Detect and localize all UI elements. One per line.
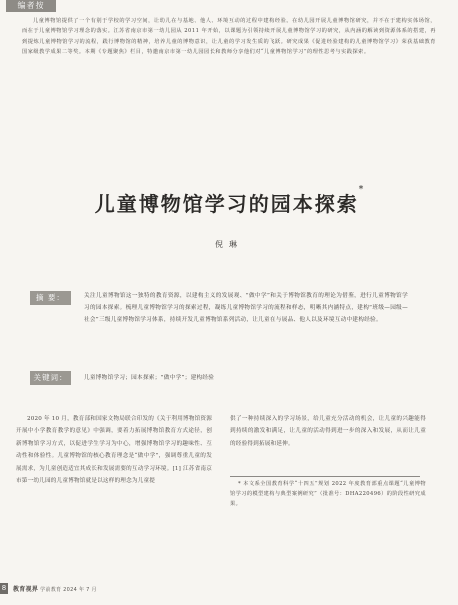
body-paragraph: 2020 年 10 月，教育部和国家文物局联合印发的《关于利用博物馆资源开展中小学教育教学的意见》中强调，要着力拓展博物馆教育方式途径，创新博物馆学习方式，以促进学生学习为中心，增强博物馆学习的趣味性、互动性和体验性。儿童博物馆的核心教育理念是“做中学”，强调尊重儿童的发展需求，为儿童创造适宜其成长和发展需要的互动学习环境。[1] 江苏省南京市第一幼儿园的儿童博物馆就是以这样的理念为儿童提 [16,416,212,485]
body-column-right [230,413,426,450]
keywords-label: 关键词： [30,371,71,385]
article-title-text: 儿童博物馆学习的园本探索 [94,192,359,216]
keywords-text: 儿童博物馆学习；园本探索；“做中学”；建构经验 [84,375,215,381]
footnote: * 本文系全国教育科学“十四五”规划 2022 年度教育部重点课题“儿童博物馆学习的模型建构与典型案例研究”（批准号：DHA220496）的阶段性研究成果。 [230,481,426,507]
journal-name: 教育视界 [13,586,39,593]
abstract-label: 摘 要： [30,291,71,305]
footnote-divider [230,476,420,477]
article-title [0,185,458,217]
journal-issue: 学前教育 2024 年 7 月 [40,587,97,593]
author-name: 倪琳 [215,240,243,249]
abstract-text: 关注儿童博物馆这一独特的教育资源，以建构主义的发展观、“做中学”和关于博物馆教育的理论为借鉴，进行儿童博物馆学习的园本探索。梳理儿童博物馆学习的探索过程，凝练儿童博物馆学习的流程和样态，明晰其内涵特点，建构“班级—园级—社会”三级儿童博物馆学习体系，持续开发儿童博物馆系列活动，让儿童在与展品、他人以及环境互动中建构经验。 [84,293,408,323]
title-footnote-mark: * [358,185,364,195]
editor-note-tag: 编者按 [6,0,56,12]
body-paragraph-continued: 供了一种持续深入的学习场景，给儿童充分活动的机会，让儿童的兴趣能得到持续的激发和满足，让儿童的活动得到进一步的深入和发展，从而让儿童的经验得到拓展和延伸。 [230,416,426,447]
body-column-left [16,413,212,487]
editor-note-text: 儿童博物馆提供了一个有别于学校的学习空间，让幼儿在与基地、他人、环境互动的过程中建构经验。在幼儿园开展儿童博物馆研究，并不在于建构实体场馆，而在于儿童博物馆学习理念的落实。江苏省南京市第一幼儿园从 2011 年开始，以课题为引领持续开展儿童博物馆学习的研究，从内涵的解读到资源体系的搭建，再到提炼儿童博物馆学习的流程，践行博物馆的精神，培养儿童的博物意识，让儿童的学习发生质的飞跃。研究成果《促进经验建构的儿童博物馆学习》荣获基础教育国家级教学成果二等奖。本期《专题聚焦》栏目，特邀南京市第一幼儿园园长和教师分享他们对“儿童博物馆学习”的理性思考与实践探索。 [22,18,436,55]
running-footer [13,584,97,593]
page-number: 8 [1,584,7,592]
